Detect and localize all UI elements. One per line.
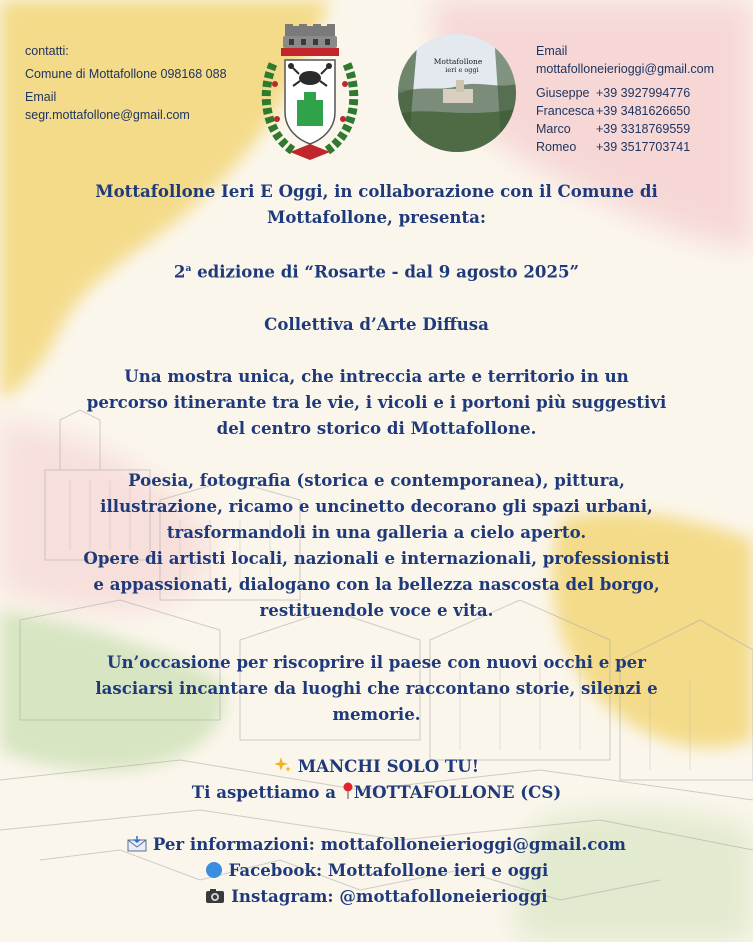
contact-name: Francesca [536,104,595,118]
round-pushpin-icon [342,782,354,800]
association-email-link[interactable]: mottafolloneierioggi@gmail.com [536,62,715,76]
description-line: trasformandoli in una galleria a cielo aperto. [166,521,587,542]
contact-person [536,84,746,102]
edition-text: edizione di “Rosarte - dal 9 agosto 2025” [191,261,580,282]
intro-line: Mottafollone Ieri E Oggi, in collaborazione con il Comune di [95,181,658,201]
incoming-envelope-icon [127,836,147,852]
description-line: memorie. [332,703,421,724]
description-line: Poesia, fotografia (storica e contemporanea), pittura, [128,469,625,490]
info-email-link[interactable]: Per informazioni: mottafolloneierioggi@gmail.com [152,833,626,854]
poster-body [24,178,729,909]
call-to-action-location [24,779,729,805]
contact-name: Romeo [536,140,577,154]
edition-number: 2 [173,261,186,282]
sparkles-icon [274,756,292,774]
contact-phone[interactable]: +39 3318769559 [596,122,691,136]
collective-title: Collettiva d’Arte Diffusa [264,313,489,334]
info-facebook-link[interactable]: Facebook: Mottafollone ieri e oggi [228,859,549,880]
contact-name: Marco [536,122,571,136]
blue-circle-icon [205,861,223,879]
contact-phone[interactable]: +39 3481626650 [596,104,691,118]
contact-person [536,102,746,120]
description-line: illustrazione, ricamo e uncinetto decorano gli spazi urbani, [100,495,653,516]
description-line: restituendole voce e vita. [259,599,494,620]
description-line: Opere di artisti locali, nazionali e internazionali, professionisti [83,547,670,568]
header-contacts-association [536,42,746,156]
info-email-line [24,831,729,857]
call-to-action [24,753,729,779]
description-line: del centro storico di Mottafollone. [216,417,537,438]
description-line: lasciarsi incantare da luoghi che raccontano storie, silenzi e [95,677,658,698]
edition-title [24,256,729,285]
description-line: Un’occasione per riscoprire il paese con nuovi occhi e per [107,651,646,672]
header-contacts-municipality [25,42,255,129]
municipality-email-link[interactable]: segr.mottafollone@gmail.com [25,108,190,122]
contacts-label: contatti: [25,44,69,58]
association-logo [398,34,516,152]
landscape-photo [398,34,516,152]
cta-prefix: Ti aspettiamo a [191,781,337,802]
contact-person [536,120,746,138]
info-instagram-line [24,883,729,909]
edition-superscript: a [185,264,192,274]
camera-icon [205,888,225,904]
email-label: Email [25,90,57,104]
contact-phone[interactable]: +39 3927994776 [596,86,691,100]
info-facebook-line [24,857,729,883]
cta-text: MANCHI SOLO TU! [297,755,480,776]
logo-title-line1: Mottafollone [433,57,483,66]
contact-person [536,138,746,156]
municipality-crest-icon [255,24,365,164]
contact-name: Giuseppe [536,86,590,100]
email-label: Email [536,44,568,58]
description-line: percorso itinerante tra le vie, i vicoli e i portoni più suggestivi [86,391,667,412]
cta-place: MOTTAFOLLONE (CS) [353,781,562,802]
description-line: Una mostra unica, che intreccia arte e territorio in un [124,365,629,386]
intro-line: Mottafollone, presenta: [267,207,486,227]
contact-phone[interactable]: +39 3517703741 [596,140,691,154]
logo-title-line2: ieri e oggi [445,66,479,74]
description-line: e appassionati, dialogano con la bellezza nascosta del borgo, [93,573,660,594]
municipality-phone: Comune di Mottafollone 098168 088 [25,67,227,81]
info-instagram-link[interactable]: Instagram: @mottafolloneierioggi [231,885,548,906]
